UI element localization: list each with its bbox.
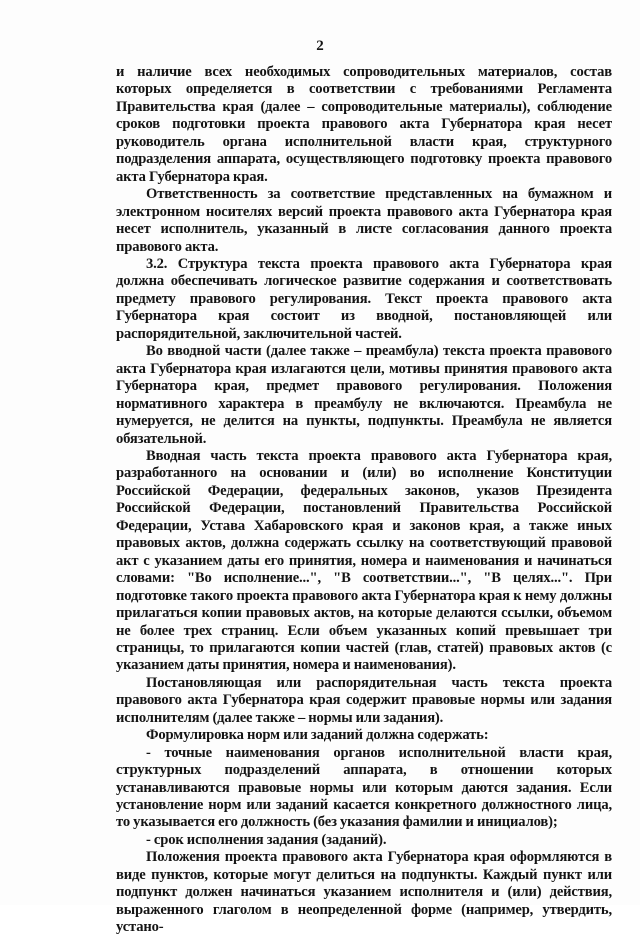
paragraph-responsibility: Ответственность за соответствие представленных на бумажном и электронном носителях версий проекта правового акта Губернатора края несет исполнитель, указанный в листе согласования данного проекта правового акта. bbox=[116, 186, 612, 255]
list-item-deadline: - срок исполнения задания (заданий). bbox=[146, 831, 387, 848]
list-item-names: - точные наименования органов исполнительной власти края, структурных подразделений аппарата, в отношении которых устанавливаются правовые нормы или которым даются задания. Если установление норм или заданий касается конкретного должностного лица, то указывается его должность (без указания фамилии и инициалов); bbox=[116, 744, 612, 831]
paragraph-structure-3-2: 3.2. Структура текста проекта правового акта Губернатора края должна обеспечивать логическое развитие содержания и соответствовать предмету правового регулирования. Текст проекта правового акта Губернатора края состоит из вводной, постановляющей или распорядительной, заключительной частей. bbox=[116, 255, 612, 342]
paragraph-continuation: и наличие всех необходимых сопроводительных материалов, состав которых определяется в соответствии с требованиями Регламента Правительства края (далее – сопроводительные материалы), соблюдение сроков подготовки проекта правового акта Губернатора края несет руководитель органа исполнительной власти края, структурного подразделения аппарата, осуществляющего подготовку проекта правового акта Губернатора края. bbox=[116, 64, 612, 185]
page-number: 2 bbox=[316, 38, 324, 54]
paragraph-preamble: Во вводной части (далее также – преамбула) текста проекта правового акта Губернатора края излагаются цели, мотивы принятия правового акта Губернатора края, предмет правового регулирования. Положения нормативного характера в преамбулу не включаются. Преамбула не нумеруется, не делится на пункты, подпункты. Преамбула не является обязательной. bbox=[116, 343, 612, 447]
paragraph-operative-part: Постановляющая или распорядительная часть текста проекта правового акта Губернатора края содержит правовые нормы или задания исполнителям (далее также – нормы или задания). bbox=[116, 674, 612, 726]
paragraph-provisions: Положения проекта правового акта Губернатора края оформляются в виде пунктов, которые могут делиться на подпункты. Каждый пункт или подпункт должен начинаться указанием исполнителя и (или) действия, выраженного глаголом в неопределенной форме (например, утвердить, устано- bbox=[116, 849, 612, 936]
document-body bbox=[116, 64, 612, 937]
paragraph-introductory-part: Вводная часть текста проекта правового акта Губернатора края, разработанного на основании и (или) во исполнение Конституции Российской Федерации, федеральных законов, указов Президента Российской Федерации, постановлений Правительства Российской Федерации, Устава Хабаровского края и законов края, а также иных правовых актов, должна содержать ссылку на соответствующий правовой акт с указанием даты его принятия, номера и наименования и начинаться словами: "Во исполнение...", "В соответствии...", "В целях...". При подготовке такого проекта правового акта Губернатора края к нему должны прилагаться копии правовых актов, на которые делаются ссылки, объемом не более трех страниц. Если объем указанных копий превышает три страницы, то прилагаются копии частей (глав, статей) правовых актов (с указанием даты принятия, номера и наименования). bbox=[116, 447, 612, 674]
paragraph-formulation: Формулировка норм или заданий должна содержать: bbox=[146, 727, 489, 744]
